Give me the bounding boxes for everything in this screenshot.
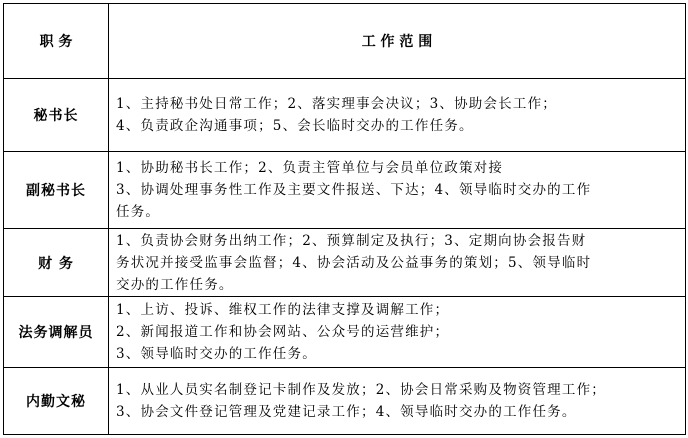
scope-cell [109, 79, 686, 152]
scope-line: 务状况并接受监事会监督；4、协会活动及公益事务的策划；5、领导临时 [116, 254, 592, 271]
scope-cell [109, 297, 686, 368]
scope-line: 任务。 [116, 204, 161, 220]
scope-cell [109, 368, 686, 435]
role-cell: 秘书长 [4, 79, 109, 152]
header-row [4, 4, 686, 79]
header-scope: 工 作 范 围 [109, 4, 686, 79]
table-row [4, 368, 686, 435]
table-row [4, 297, 686, 368]
scope-line: 3、协会文件登记管理及党建记录工作；4、领导临时交办的工作任务。 [116, 404, 577, 420]
header-role: 职 务 [4, 4, 109, 79]
role-cell: 内勤文秘 [4, 368, 109, 435]
table-row [4, 152, 686, 229]
role-cell: 财 务 [4, 229, 109, 297]
duty-table [3, 3, 686, 435]
table-row [4, 229, 686, 297]
scope-line: 2、新闻报道工作和协会网站、公众号的运营维护； [116, 324, 450, 340]
scope-line: 3、协调处理事务性工作及主要文件报送、下达；4、领导临时交办的工作 [116, 182, 592, 198]
scope-line: 1、协助秘书长工作；2、负责主管单位与会员单位政策对接 [116, 160, 504, 176]
scope-line: 1、从业人员实名制登记卡制作及发放；2、协会日常采购及物资管理工作； [116, 382, 606, 398]
scope-line: 1、上访、投诉、维权工作的法律支撑及调解工作； [116, 302, 450, 318]
scope-line: 1、主持秘书处日常工作；2、落实理事会决议；3、协助会长工作； [116, 96, 557, 112]
role-cell: 法务调解员 [4, 297, 109, 368]
scope-line: 交办的工作任务。 [116, 276, 234, 293]
scope-line: 1、负责协会财务出纳工作；2、预算制定及执行；3、定期向协会报告财 [116, 232, 587, 249]
scope-cell [109, 229, 686, 297]
scope-cell [109, 152, 686, 229]
scope-line: 3、领导临时交办的工作任务。 [116, 346, 317, 362]
scope-line: 4、负责政企沟通事项；5、会长临时交办的工作任务。 [116, 118, 474, 134]
table-row [4, 79, 686, 152]
role-cell: 副秘书长 [4, 152, 109, 229]
